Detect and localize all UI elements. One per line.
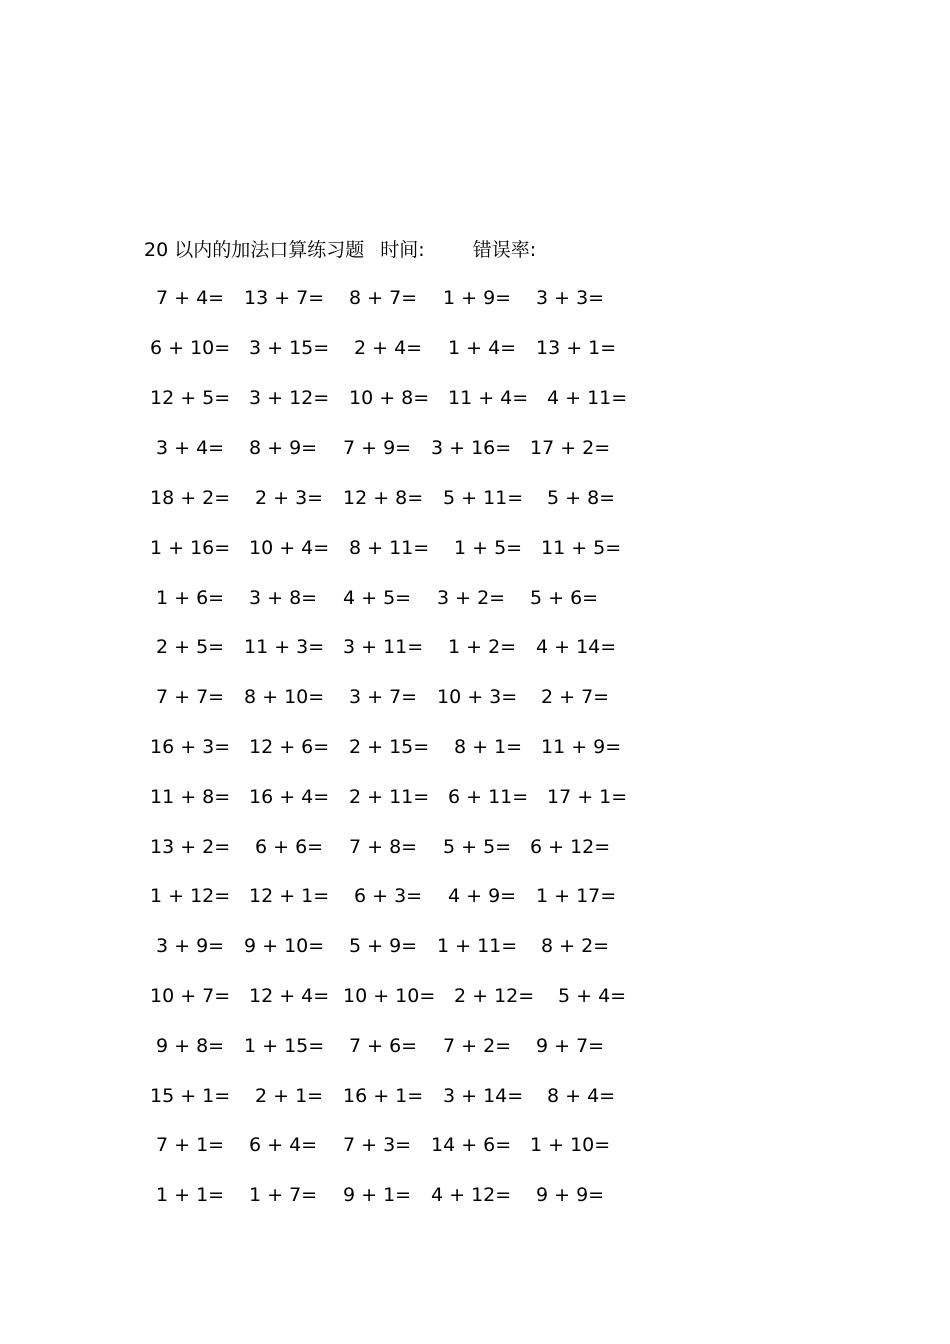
problem-item: 7 + 8= [349, 836, 418, 858]
problem-item: 7 + 7= [156, 686, 225, 708]
problem-item: 6 + 12= [530, 836, 611, 858]
problem-item: 3 + 9= [156, 935, 225, 957]
problem-item: 3 + 7= [349, 686, 418, 708]
problem-item: 13 + 7= [244, 287, 325, 309]
problem-item: 8 + 7= [349, 287, 418, 309]
problem-item: 3 + 4= [156, 437, 225, 459]
problem-item: 7 + 2= [443, 1035, 512, 1057]
worksheet-title: 20 以内的加法口算练习题 [144, 239, 365, 261]
problem-item: 17 + 1= [547, 786, 628, 808]
problem-item: 1 + 11= [437, 935, 518, 957]
problem-item: 8 + 4= [547, 1085, 616, 1107]
problem-item: 1 + 9= [443, 287, 512, 309]
problem-item: 7 + 9= [343, 437, 412, 459]
problem-item: 9 + 9= [536, 1184, 605, 1206]
problem-item: 15 + 1= [150, 1085, 231, 1107]
problem-item: 1 + 10= [530, 1134, 611, 1156]
problem-item: 9 + 8= [156, 1035, 225, 1057]
problem-item: 1 + 1= [156, 1184, 225, 1206]
problem-item: 16 + 3= [150, 736, 231, 758]
problem-item: 10 + 4= [249, 537, 330, 559]
problem-item: 10 + 10= [343, 985, 436, 1007]
problem-item: 8 + 2= [541, 935, 610, 957]
problem-item: 7 + 4= [156, 287, 225, 309]
problem-item: 12 + 1= [249, 885, 330, 907]
problem-item: 1 + 4= [448, 337, 517, 359]
problem-item: 16 + 4= [249, 786, 330, 808]
problem-item: 3 + 11= [343, 636, 424, 658]
problem-item: 18 + 2= [150, 487, 231, 509]
problem-item: 5 + 11= [443, 487, 524, 509]
problem-item: 10 + 7= [150, 985, 231, 1007]
problem-item: 1 + 12= [150, 885, 231, 907]
problem-item: 9 + 1= [343, 1184, 412, 1206]
problem-item: 4 + 14= [536, 636, 617, 658]
problem-item: 11 + 5= [541, 537, 622, 559]
problem-item: 2 + 5= [156, 636, 225, 658]
problem-item: 6 + 10= [150, 337, 231, 359]
problem-item: 1 + 15= [244, 1035, 325, 1057]
worksheet-header [144, 236, 536, 264]
problem-item: 2 + 12= [454, 985, 535, 1007]
problem-item: 2 + 15= [349, 736, 430, 758]
time-label: 时间: [380, 239, 425, 261]
problem-item: 5 + 8= [547, 487, 616, 509]
error-rate-label: 错误率: [472, 239, 537, 261]
problem-item: 2 + 1= [255, 1085, 324, 1107]
problem-item: 13 + 1= [536, 337, 617, 359]
problem-item: 3 + 3= [536, 287, 605, 309]
problem-item: 10 + 8= [349, 387, 430, 409]
problem-item: 10 + 3= [437, 686, 518, 708]
problem-item: 11 + 3= [244, 636, 325, 658]
problem-item: 1 + 6= [156, 587, 225, 609]
problem-item: 11 + 9= [541, 736, 622, 758]
problem-item: 4 + 11= [547, 387, 628, 409]
problem-item: 17 + 2= [530, 437, 611, 459]
problem-item: 12 + 6= [249, 736, 330, 758]
problem-item: 16 + 1= [343, 1085, 424, 1107]
problem-item: 1 + 5= [454, 537, 523, 559]
problem-item: 4 + 9= [448, 885, 517, 907]
problem-item: 7 + 3= [343, 1134, 412, 1156]
problem-item: 5 + 9= [349, 935, 418, 957]
problem-item: 5 + 5= [443, 836, 512, 858]
problem-item: 6 + 11= [448, 786, 529, 808]
problem-item: 3 + 8= [249, 587, 318, 609]
problem-item: 1 + 16= [150, 537, 231, 559]
problem-item: 12 + 8= [343, 487, 424, 509]
problem-item: 2 + 11= [349, 786, 430, 808]
problem-item: 6 + 6= [255, 836, 324, 858]
problem-item: 5 + 6= [530, 587, 599, 609]
problem-item: 1 + 17= [536, 885, 617, 907]
problem-item: 3 + 14= [443, 1085, 524, 1107]
problem-item: 8 + 9= [249, 437, 318, 459]
problem-item: 12 + 5= [150, 387, 231, 409]
problem-item: 4 + 5= [343, 587, 412, 609]
problem-item: 7 + 1= [156, 1134, 225, 1156]
problem-item: 13 + 2= [150, 836, 231, 858]
problem-item: 2 + 3= [255, 487, 324, 509]
problem-item: 5 + 4= [558, 985, 627, 1007]
problem-item: 4 + 12= [431, 1184, 512, 1206]
problem-item: 11 + 8= [150, 786, 231, 808]
problem-item: 2 + 4= [354, 337, 423, 359]
problem-item: 8 + 10= [244, 686, 325, 708]
problem-item: 12 + 4= [249, 985, 330, 1007]
problem-item: 9 + 7= [536, 1035, 605, 1057]
problem-item: 6 + 4= [249, 1134, 318, 1156]
problem-item: 8 + 1= [454, 736, 523, 758]
problem-item: 3 + 12= [249, 387, 330, 409]
problem-item: 3 + 15= [249, 337, 330, 359]
problem-item: 6 + 3= [354, 885, 423, 907]
problem-item: 11 + 4= [448, 387, 529, 409]
problem-item: 9 + 10= [244, 935, 325, 957]
problem-item: 3 + 2= [437, 587, 506, 609]
problem-item: 7 + 6= [349, 1035, 418, 1057]
problem-item: 14 + 6= [431, 1134, 512, 1156]
problem-item: 8 + 11= [349, 537, 430, 559]
problem-item: 2 + 7= [541, 686, 610, 708]
problem-item: 1 + 2= [448, 636, 517, 658]
problem-item: 3 + 16= [431, 437, 512, 459]
problem-item: 1 + 7= [249, 1184, 318, 1206]
